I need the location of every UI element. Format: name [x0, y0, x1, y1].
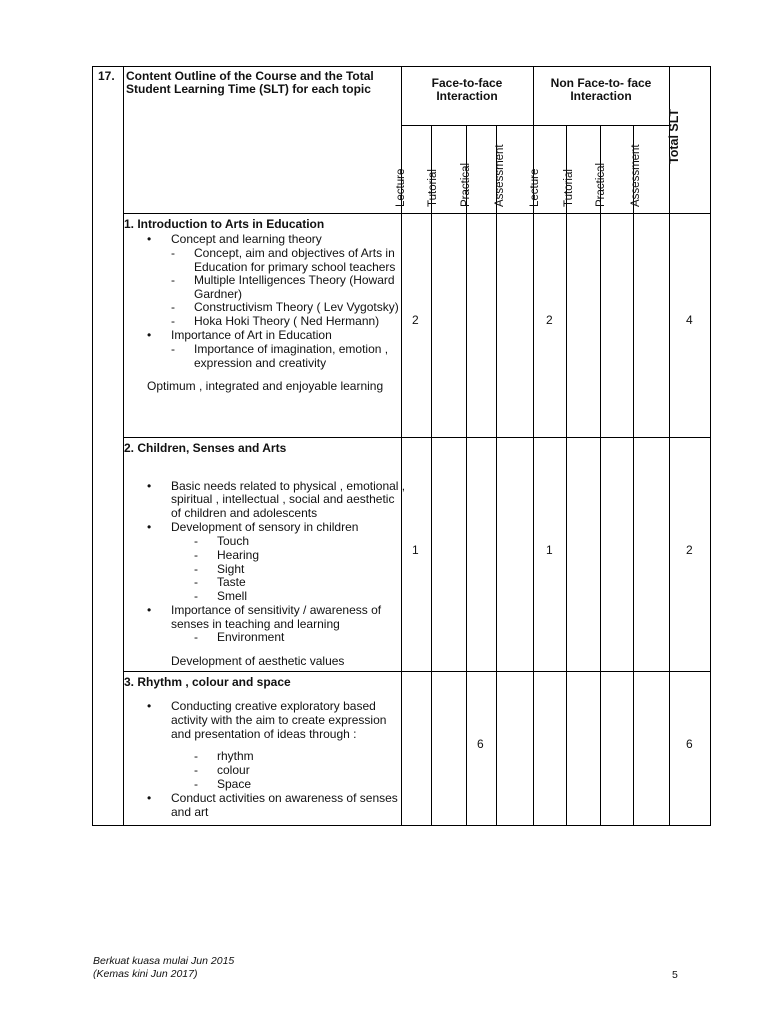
dash-icon: -: [171, 300, 175, 314]
total-slt-value: 2: [686, 543, 693, 557]
footer-effective-date: Berkuat kuasa mulai Jun 2015: [93, 955, 235, 967]
f2f-heading-line1: Face-to-face: [431, 76, 503, 90]
list-item: Multiple Intelligences Theory (Howard: [194, 273, 395, 287]
list-item: and presentation of ideas through :: [171, 727, 357, 741]
list-item: senses in teaching and learning: [171, 617, 340, 631]
bullet-icon: •: [147, 328, 152, 342]
list-item: Smell: [217, 589, 248, 603]
list-item: Importance of sensitivity / awareness of: [171, 603, 382, 617]
bullet-icon: •: [147, 699, 152, 713]
list-item: and art: [171, 805, 209, 819]
col-nf2f-lecture: Lecture: [529, 168, 541, 207]
list-item: colour: [217, 763, 250, 777]
list-item: Gardner): [194, 287, 243, 301]
list-item: Development of aesthetic values: [171, 654, 345, 668]
nf2f-lecture-value: 2: [546, 313, 553, 327]
list-item: Sight: [217, 562, 245, 576]
list-item: Conducting creative exploratory based: [171, 699, 376, 713]
total-slt-value: 6: [686, 737, 693, 751]
dash-icon: -: [171, 246, 175, 260]
dash-icon: -: [171, 314, 175, 328]
col-f2f-tutorial: Tutorial: [427, 169, 439, 207]
dash-icon: -: [171, 342, 175, 356]
list-item: Constructivism Theory ( Lev Vygotsky): [194, 300, 399, 314]
dash-icon: -: [194, 562, 198, 576]
total-slt-value: 4: [686, 313, 693, 327]
list-item: Touch: [217, 534, 250, 548]
table-title-line2: Student Learning Time (SLT) for each topic: [126, 82, 371, 96]
col-nf2f-practical: Practical: [595, 162, 607, 207]
col-f2f-assessment: Assessment: [494, 144, 506, 207]
dash-icon: -: [194, 548, 198, 562]
list-item: Importance of imagination, emotion ,: [194, 342, 389, 356]
dash-icon: -: [171, 273, 175, 287]
bullet-icon: •: [147, 479, 152, 493]
list-item: activity with the aim to create expression: [171, 713, 387, 727]
list-item: Environment: [217, 630, 285, 644]
list-item: Space: [217, 777, 252, 791]
topic-title: 2. Children, Senses and Arts: [124, 441, 287, 455]
table-title-line1: Content Outline of the Course and the Total: [126, 69, 374, 83]
list-item: Hearing: [217, 548, 260, 562]
col-nf2f-tutorial: Tutorial: [563, 169, 575, 207]
bullet-icon: •: [147, 520, 152, 534]
topic-title: 1. Introduction to Arts in Education: [124, 217, 325, 231]
item-number: 17.: [98, 69, 115, 83]
list-item: rhythm: [217, 749, 254, 763]
list-item: Optimum , integrated and enjoyable learning: [147, 379, 384, 393]
f2f-heading-line2: Interaction: [436, 89, 498, 103]
f2f-lecture-value: 2: [412, 313, 419, 327]
col-nf2f-assessment: Assessment: [630, 144, 642, 207]
bullet-icon: •: [147, 603, 152, 617]
col-total-slt: Total SLT: [667, 108, 681, 164]
dash-icon: -: [194, 777, 198, 791]
dash-icon: -: [194, 575, 198, 589]
f2f-practical-value: 6: [477, 737, 484, 751]
list-item: Concept and learning theory: [171, 232, 322, 246]
list-item: of children and adolescents: [171, 506, 318, 520]
list-item: Development of sensory in children: [171, 520, 359, 534]
dash-icon: -: [194, 589, 198, 603]
dash-icon: -: [194, 534, 198, 548]
list-item: Taste: [217, 575, 246, 589]
bullet-icon: •: [147, 791, 152, 805]
list-item: Concept, aim and objectives of Arts in: [194, 246, 395, 260]
list-item: Importance of Art in Education: [171, 328, 332, 342]
page-number: 5: [672, 969, 678, 981]
dash-icon: -: [194, 763, 198, 777]
list-item: Conduct activities on awareness of senses: [171, 791, 398, 805]
list-item: Education for primary school teachers: [194, 260, 396, 274]
list-item: Hoka Hoki Theory ( Ned Hermann): [194, 314, 380, 328]
nf2f-heading-line1: Non Face-to- face: [550, 76, 652, 90]
nf2f-heading-line2: Interaction: [570, 89, 632, 103]
list-item: expression and creativity: [194, 356, 327, 370]
nf2f-lecture-value: 1: [546, 543, 553, 557]
list-item: spiritual , intellectual , social and aesthetic: [171, 492, 395, 506]
list-item: Basic needs related to physical , emotional ,: [171, 479, 406, 493]
col-f2f-practical: Practical: [460, 162, 472, 207]
f2f-lecture-value: 1: [412, 543, 419, 557]
topic-title: 3. Rhythm , colour and space: [124, 675, 291, 689]
bullet-icon: •: [147, 232, 152, 246]
footer-update-date: (Kemas kini Jun 2017): [93, 968, 198, 980]
dash-icon: -: [194, 630, 198, 644]
dash-icon: -: [194, 749, 198, 763]
col-f2f-lecture: Lecture: [395, 168, 407, 207]
